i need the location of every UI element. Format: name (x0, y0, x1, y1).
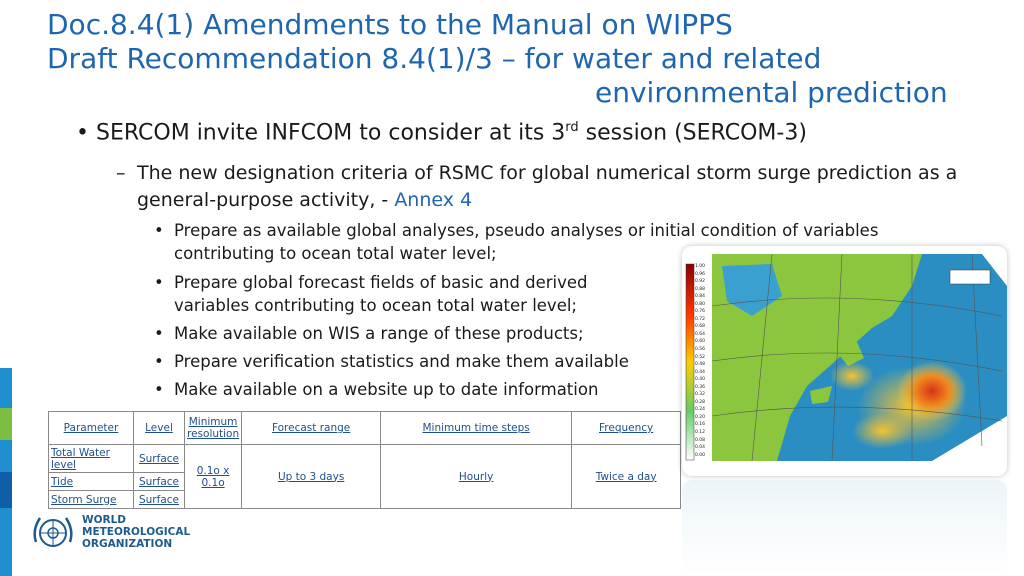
map-legend (695, 263, 705, 459)
legend-tick-label: 0.64 (695, 331, 706, 337)
legend-tick-label: 0.52 (695, 354, 706, 360)
legend-tick-label: 0.92 (695, 279, 706, 285)
legend-tick-label: 0.56 (695, 347, 706, 353)
legend-tick-label: 0.76 (695, 309, 706, 315)
storm-surge-map (682, 246, 1007, 476)
legend-tick-label: 0.88 (695, 286, 706, 292)
cell-frequency: Twice a day (572, 445, 681, 509)
logo-line-2: METEOROLOGICAL (82, 526, 191, 538)
bullet1-text-after: session (SERCOM-3) (578, 120, 807, 146)
header-level: Level (134, 412, 185, 445)
cell-level: Surface (134, 491, 185, 509)
header-min-time-steps: Minimum time steps (381, 412, 572, 445)
legend-tick-label: 0.28 (695, 399, 706, 405)
sub-bullet-text: Prepare verification statistics and make them available (174, 352, 629, 371)
cell-parameter: Tide (49, 473, 134, 491)
legend-tick-label: 0.68 (695, 324, 706, 330)
legend-tick-label: 0.20 (695, 414, 706, 420)
bullet-glyph: • (76, 120, 89, 146)
header-frequency: Frequency (572, 412, 681, 445)
bullet-glyph: • (154, 352, 164, 371)
title-line-1: Doc.8.4(1) Amendments to the Manual on WIPPS (47, 8, 733, 41)
sub-bullet (154, 271, 614, 317)
legend-tick-label: 0.32 (695, 392, 706, 398)
bullet-glyph: • (154, 221, 164, 240)
bullet2-text: The new designation criteria of RSMC for global numerical storm surge prediction as a general-purpose activity, - (137, 162, 958, 211)
title-line-3: environmental prediction (595, 76, 948, 109)
parameters-table (48, 411, 681, 509)
cell-steps: Hourly (381, 445, 572, 509)
cell-level: Surface (134, 473, 185, 491)
header-min-resolution: Minimum resolution (185, 412, 242, 445)
legend-tick-label: 0.12 (695, 430, 706, 436)
header-forecast-range: Forecast range (242, 412, 381, 445)
cell-resolution: 0.1o x 0.1o (185, 445, 242, 509)
legend-tick-label: 0.36 (695, 384, 706, 390)
table-header-row (49, 412, 681, 445)
sub-bullet-text: Make available on a website up to date information (174, 380, 599, 399)
legend-tick-label: 0.60 (695, 339, 706, 345)
map-reflection (682, 480, 1007, 576)
annex-link[interactable]: Annex 4 (394, 189, 473, 211)
sidebar-strip-blue2 (0, 508, 12, 576)
cell-parameter: Total Water level (49, 445, 134, 473)
legend-tick-label: 0.40 (695, 377, 706, 383)
cell-parameter: Storm Surge (49, 491, 134, 509)
cell-level: Surface (134, 445, 185, 473)
dash-glyph: – (116, 162, 126, 184)
cell-range: Up to 3 days (242, 445, 381, 509)
bullet-level-2 (116, 160, 996, 214)
bullet-glyph: • (154, 273, 164, 292)
sub-bullet-text: Prepare global forecast fields of basic and derived variables contributing to ocean total water level; (174, 273, 588, 315)
sub-bullet-text: Prepare as available global analyses, pseudo analyses or initial condition of variables contributing to ocean total water level; (174, 221, 879, 263)
slide-title (47, 8, 977, 110)
storm-surge-map-graphic (682, 246, 1007, 476)
sub-bullet-text: Make available on WIS a range of these products; (174, 324, 584, 343)
legend-tick-label: 0.72 (695, 316, 706, 322)
legend-tick-label: 0.24 (695, 407, 706, 413)
legend-tick-label: 0.08 (695, 437, 706, 443)
legend-tick-label: 0.80 (695, 301, 706, 307)
legend-tick-label: 0.16 (695, 422, 706, 428)
legend-tick-label: 0.84 (695, 294, 706, 300)
legend-tick-label: 0.44 (695, 369, 706, 375)
sidebar-strip-green (0, 408, 12, 440)
header-parameter: Parameter (49, 412, 134, 445)
bullet-glyph: • (154, 324, 164, 343)
sidebar-strip-blue (0, 368, 12, 408)
bullet1-superscript: rd (565, 120, 579, 135)
bullet-glyph: • (154, 380, 164, 399)
wmo-wordmark (82, 514, 190, 550)
legend-tick-label: 1.00 (695, 264, 706, 269)
bullet-level-1 (76, 120, 807, 145)
logo-line-3: ORGANIZATION (82, 538, 173, 550)
legend-tick-label: 0.00 (695, 452, 706, 458)
legend-tick-label: 0.96 (695, 271, 706, 277)
legend-tick-label: 0.04 (695, 445, 706, 451)
logo-line-1: WORLD (82, 514, 126, 526)
legend-tick-label: 0.48 (695, 362, 706, 368)
sidebar-strip-darkblue (0, 472, 12, 508)
table-row (49, 445, 681, 473)
wmo-emblem-icon (30, 512, 76, 554)
bullet1-text-before: SERCOM invite INFCOM to consider at its 3 (95, 120, 566, 146)
title-line-2: Draft Recommendation 8.4(1)/3 – for water and related (47, 42, 822, 75)
sidebar-strip-lightblue (0, 440, 12, 472)
